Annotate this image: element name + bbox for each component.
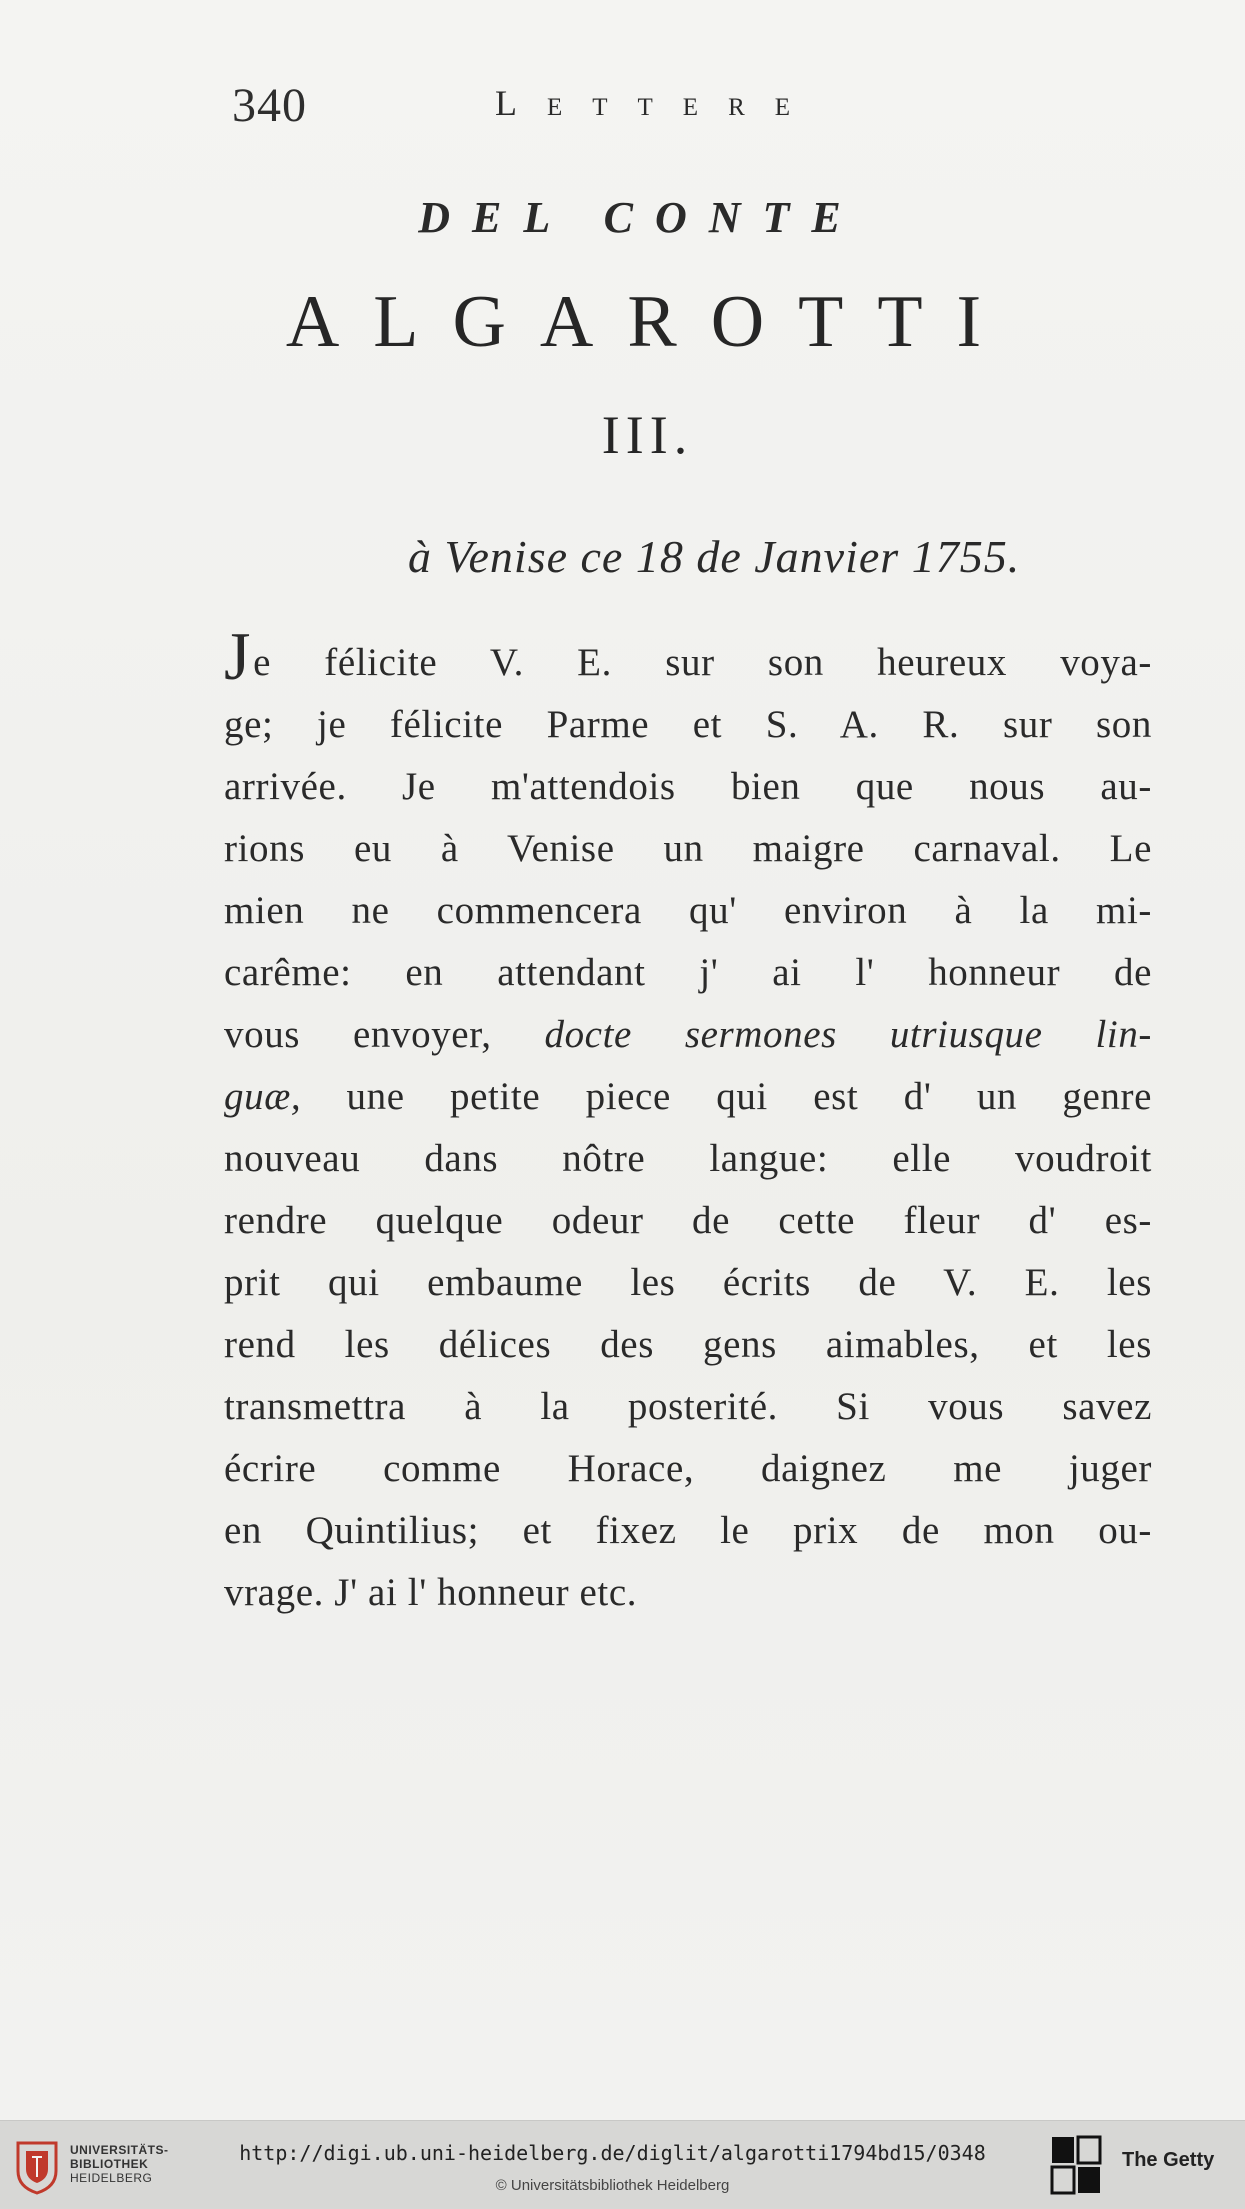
- body-line-15: en Quintilius; et fixez le prix de mon ou-: [224, 1509, 1152, 1552]
- body-line-8: [224, 1066, 1152, 1128]
- body-line-12: rend les délices des gens aimables, et les: [224, 1323, 1152, 1366]
- body-line-16: vrage. J' ai l' honneur etc.: [224, 1571, 638, 1614]
- body-line-13: transmettra à la posterité. Si vous savez: [224, 1385, 1152, 1428]
- body-line-text: vous envoyer,: [224, 1013, 545, 1056]
- partner-name[interactable]: The Getty: [1122, 2149, 1215, 2171]
- body-line-2: ge; je félicite Parme et S. A. R. sur son: [224, 703, 1152, 746]
- body-line-5: mien ne commencera qu' environ à la mi-: [224, 889, 1152, 932]
- page-number: 340: [232, 79, 307, 132]
- body-line-3: arrivée. Je m'attendois bien que nous au-: [224, 765, 1152, 808]
- body-line-1: [224, 618, 1152, 694]
- latin-quote-end: guæ,: [224, 1075, 302, 1118]
- footer-bar: [0, 2120, 1245, 2209]
- university-name-line: BIBLIOTHEK: [70, 2157, 149, 2171]
- letter-number: III.: [601, 405, 694, 465]
- body-line-4: rions eu à Venise un maigre carnaval. Le: [224, 827, 1152, 870]
- running-head: Lettere: [495, 83, 821, 123]
- university-name-line: HEIDELBERG: [70, 2171, 153, 2185]
- body-line-9: nouveau dans nôtre langue: elle voudroit: [224, 1137, 1152, 1180]
- body-line-6: carême: en attendant j' ai l' honneur de: [224, 951, 1152, 994]
- title-author: ALGAROTTI: [285, 281, 1016, 363]
- getty-logo-icon[interactable]: [1050, 2135, 1102, 2195]
- letter-body: [224, 618, 1153, 1624]
- permalink-url[interactable]: http://digi.ub.uni-heidelberg.de/diglit/algarotti1794bd15/0348: [239, 2141, 986, 2165]
- body-line-text: une petite piece qui est d' un genre: [301, 1075, 1152, 1118]
- university-name-line: UNIVERSITÄTS-: [70, 2143, 169, 2157]
- latin-quote: docte sermones utriusque lin-: [544, 1013, 1153, 1056]
- body-line-7: [224, 1004, 1152, 1066]
- body-line-11: prit qui embaume les écrits de V. E. les: [224, 1261, 1152, 1304]
- drop-cap: J: [224, 618, 252, 694]
- body-line-10: rendre quelque odeur de cette fleur d' es-: [224, 1199, 1152, 1242]
- copyright-notice: © Universitätsbibliothek Heidelberg: [495, 2177, 730, 2194]
- title-subtitle: DEL CONTE: [418, 193, 863, 242]
- dateline: à Venise ce 18 de Janvier 1755.: [408, 531, 1021, 582]
- body-line-text: e félicite V. E. sur son heureux voya-: [253, 641, 1152, 684]
- body-line-14: écrire comme Horace, daignez me juger: [224, 1447, 1152, 1490]
